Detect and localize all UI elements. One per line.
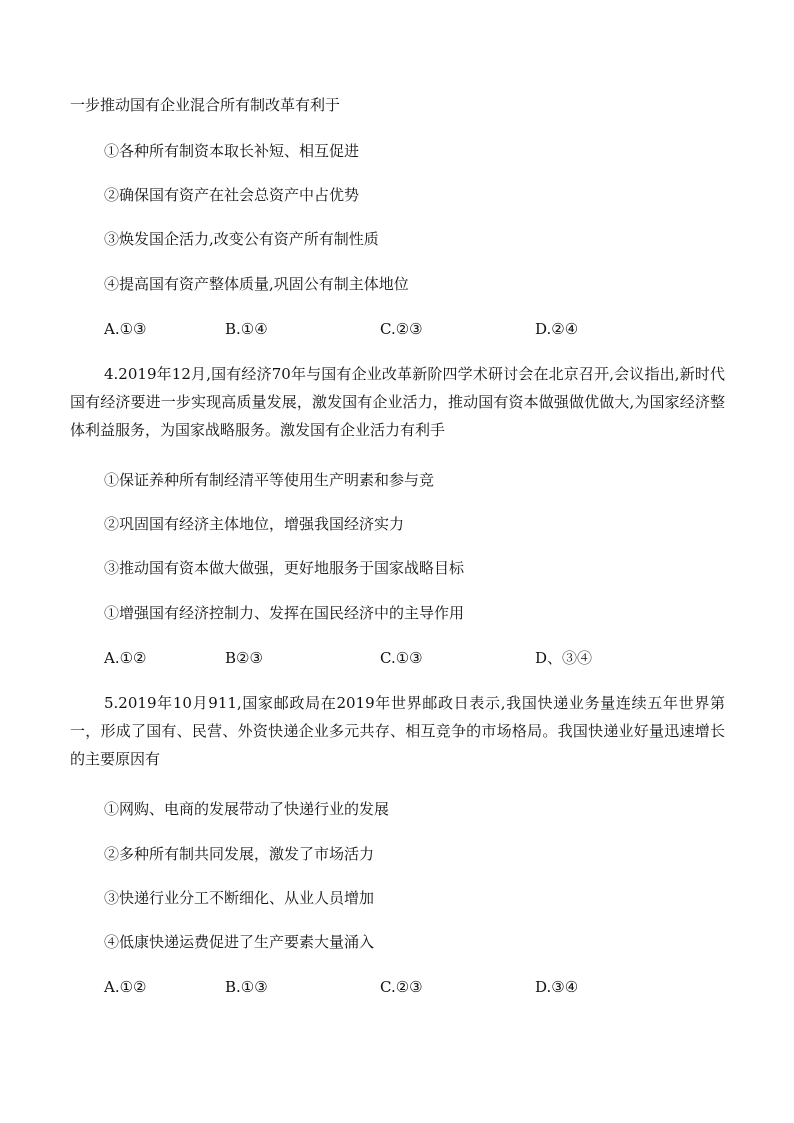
q5-choice-d: D.③④ xyxy=(535,978,579,996)
q5-option-1: ①网购、电商的发展带动了快递行业的发展 xyxy=(104,800,390,818)
q3-choices xyxy=(104,318,724,340)
question-4-stem: 4.2019年12月,国有经济70年与国有企业改革新阶四学术研讨会在北京召开,会议指出,新时代国有经济要进一步实现高质量发展，激发国有企业活力，推动国有资本做强做优做大,为国家经济整体利益服务，为国家战略服务。激发国有企业活力有利手 xyxy=(70,365,725,439)
question-5-stem: 5.2019年10月911,国家邮政局在2019年世界邮政日表示,我国快递业务量连续五年世界第一，形成了国有、民营、外资快递企业多元共存、相互竞争的市场格局。我国快递业好量迅速增长的主要原因有 xyxy=(70,694,725,768)
q5-option-3: ③快递行业分工不断细化、从业人员增加 xyxy=(104,889,375,907)
q5-choices xyxy=(104,976,724,998)
q5-choice-b: B.①③ xyxy=(225,978,268,996)
q5-choice-a: A.①② xyxy=(104,978,147,996)
q4-choice-d: D、③④ xyxy=(535,649,593,667)
q4-option-2: ②巩固国有经济主体地位，增强我国经济实力 xyxy=(104,515,405,533)
q4-choices xyxy=(104,647,724,669)
q3-option-3: ③焕发国企活力,改变公有资产所有制性质 xyxy=(104,230,379,248)
q5-option-4: ④低康快递运费促进了生产要素大量涌入 xyxy=(104,933,375,951)
q5-choice-c: C.②③ xyxy=(380,978,423,996)
q3-choice-b: B.①④ xyxy=(225,320,268,338)
q3-choice-d: D.②④ xyxy=(535,320,579,338)
q4-option-4: ①增强国有经济控制力、发挥在国民经济中的主导作用 xyxy=(104,604,465,622)
q3-option-1: ①各种所有制资本取长补短、相互促进 xyxy=(104,142,360,160)
q5-option-2: ②多种所有制共同发展，激发了市场活力 xyxy=(104,845,375,863)
q4-choice-b: B②③ xyxy=(225,649,263,667)
q3-option-4: ④提高国有资产整体质量,巩固公有制主体地位 xyxy=(104,275,409,293)
question-3-stem-tail: 一步推动国有企业混合所有制改革有利于 xyxy=(70,96,341,114)
q3-choice-a: A.①③ xyxy=(104,320,147,338)
q3-choice-c: C.②③ xyxy=(380,320,423,338)
q4-choice-c: C.①③ xyxy=(380,649,423,667)
q4-option-1: ①保证养种所有制经清平等使用生产明素和参与竞 xyxy=(104,471,435,489)
q3-option-2: ②确保国有资产在社会总资产中占优势 xyxy=(104,186,360,204)
q4-option-3: ③推动国有资本做大做强，更好地服务于国家战略目标 xyxy=(104,559,465,577)
q4-choice-a: A.①② xyxy=(104,649,147,667)
